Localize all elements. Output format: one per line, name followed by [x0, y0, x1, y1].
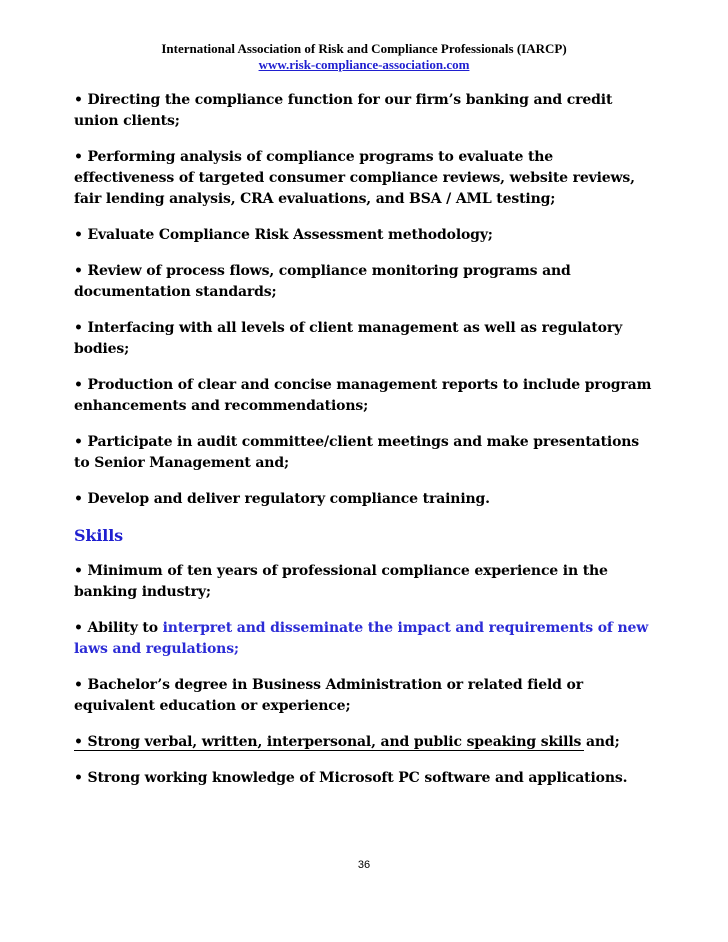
skill-item: • Bachelor’s degree in Business Administration or related field or equivalent education or experience;	[74, 677, 583, 714]
duty-item: • Performing analysis of compliance programs to evaluate the effectiveness of targeted consumer compliance reviews, website reviews, fair lending analysis, CRA evaluations, and BSA / AML testing;	[74, 149, 635, 207]
page-header	[0, 41, 728, 73]
duty-item: • Interfacing with all levels of client management as well as regulatory bodies;	[74, 320, 623, 357]
duty-item: • Evaluate Compliance Risk Assessment methodology;	[74, 227, 493, 243]
horizontal-rule	[74, 750, 584, 752]
skill-item: • Strong verbal, written, interpersonal, and public speaking skills and;	[74, 734, 620, 750]
duty-item: • Production of clear and concise management reports to include program enhancements and recommendations;	[74, 377, 652, 414]
skill-item-highlight: interpret and disseminate the impact and requirements of new laws and regulations;	[74, 620, 649, 657]
page-number: 36	[357, 859, 371, 871]
skill-item-prefix: • Ability to	[74, 620, 163, 636]
skill-item	[74, 618, 654, 660]
duty-item: • Directing the compliance function for our firm’s banking and credit union clients;	[74, 92, 613, 129]
document-body	[74, 90, 654, 804]
skill-item: • Strong working knowledge of Microsoft PC software and applications.	[74, 770, 628, 786]
duty-item: • Participate in audit committee/client meetings and make presentations to Senior Management and;	[74, 434, 640, 471]
organization-name: International Association of Risk and Compliance Professionals (IARCP)	[161, 41, 567, 56]
skill-item: • Minimum of ten years of professional compliance experience in the banking industry;	[74, 563, 608, 600]
duty-item: • Develop and deliver regulatory compliance training.	[74, 491, 490, 507]
website-link[interactable]: www.risk-compliance-association.com	[258, 57, 470, 72]
skills-heading: Skills	[74, 526, 123, 545]
duty-item: • Review of process flows, compliance monitoring programs and documentation standards;	[74, 263, 571, 300]
